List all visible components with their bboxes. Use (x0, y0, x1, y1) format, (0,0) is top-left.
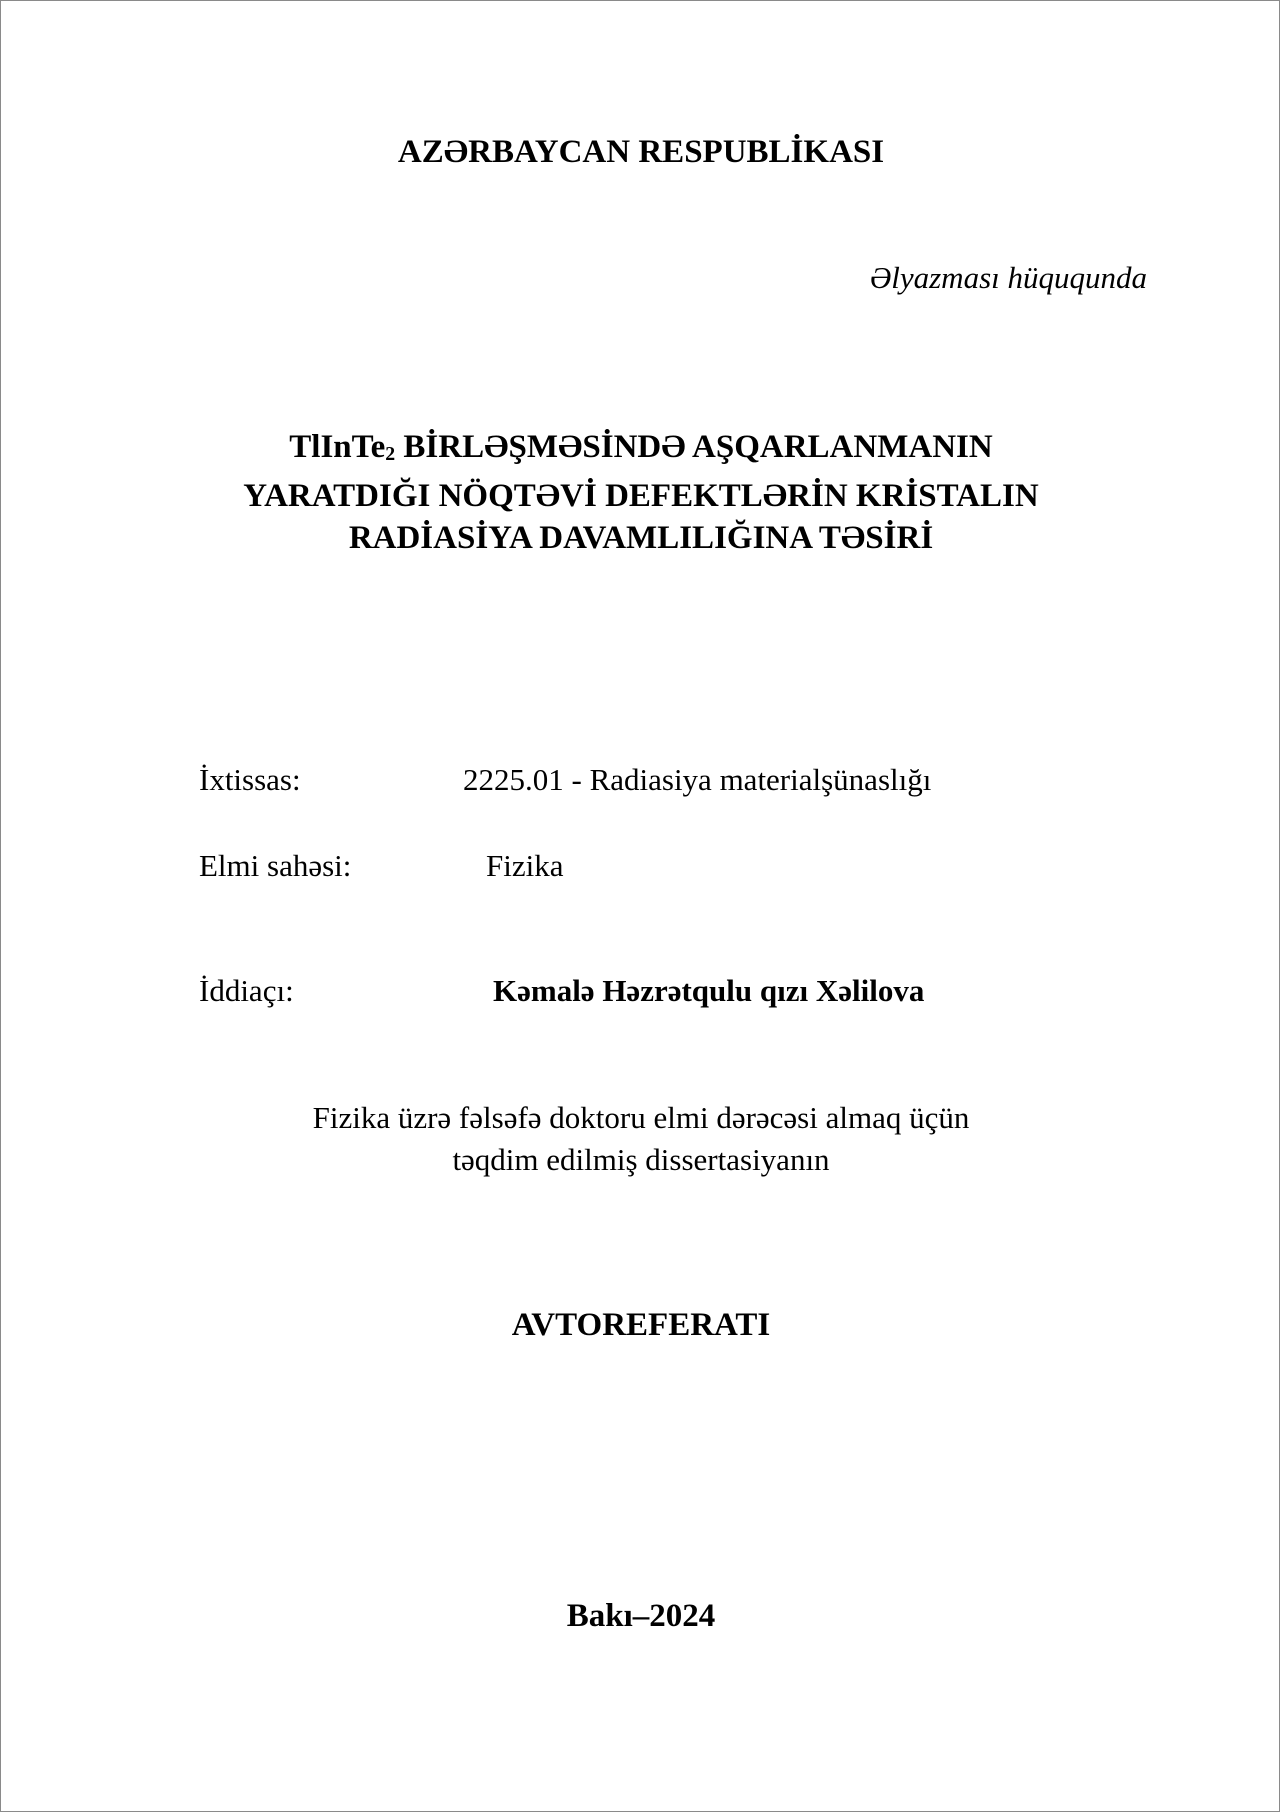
title-line-1 (1, 426, 1280, 475)
field-label: Elmi sahəsi: (199, 848, 352, 883)
title-formula-subscript: 2 (385, 442, 396, 465)
field-value: Fizika (486, 848, 564, 883)
title-line-2: YARATDIĞI NÖQTƏVİ DEFEKTLƏRİN KRİSTALIN (243, 477, 1039, 514)
document-type: AVTOREFERATI (511, 1307, 771, 1343)
purpose-line-1: Fizika üzrə fəlsəfə doktoru elmi dərəcəsi almaq üçün (312, 1100, 970, 1135)
place-and-year: Bakı–2024 (566, 1598, 716, 1634)
applicant-label: İddiaçı: (199, 973, 294, 1008)
title-line-1-rest: BİRLƏŞMƏSİNDƏ AŞQARLANMANIN (395, 429, 993, 465)
purpose-line-2: təqdim edilmiş dissertasiyanın (452, 1142, 830, 1177)
title-formula: TlInTe (289, 429, 386, 465)
specialty-value: 2225.01 - Radiasiya materialşünaslığı (463, 762, 932, 797)
specialty-label: İxtissas: (199, 762, 301, 797)
manuscript-rights-note: Əlyazması hüququnda (869, 260, 1147, 295)
applicant-name: Kəmalə Həzrətqulu qızı Xəlilova (493, 973, 925, 1008)
degree-purpose (1, 1097, 1280, 1181)
title-line-3: RADİASİYA DAVAMLILIĞINA TƏSİRİ (348, 519, 934, 556)
dissertation-title (1, 426, 1280, 559)
country-heading: AZƏRBAYCAN RESPUBLİKASI (397, 134, 885, 170)
